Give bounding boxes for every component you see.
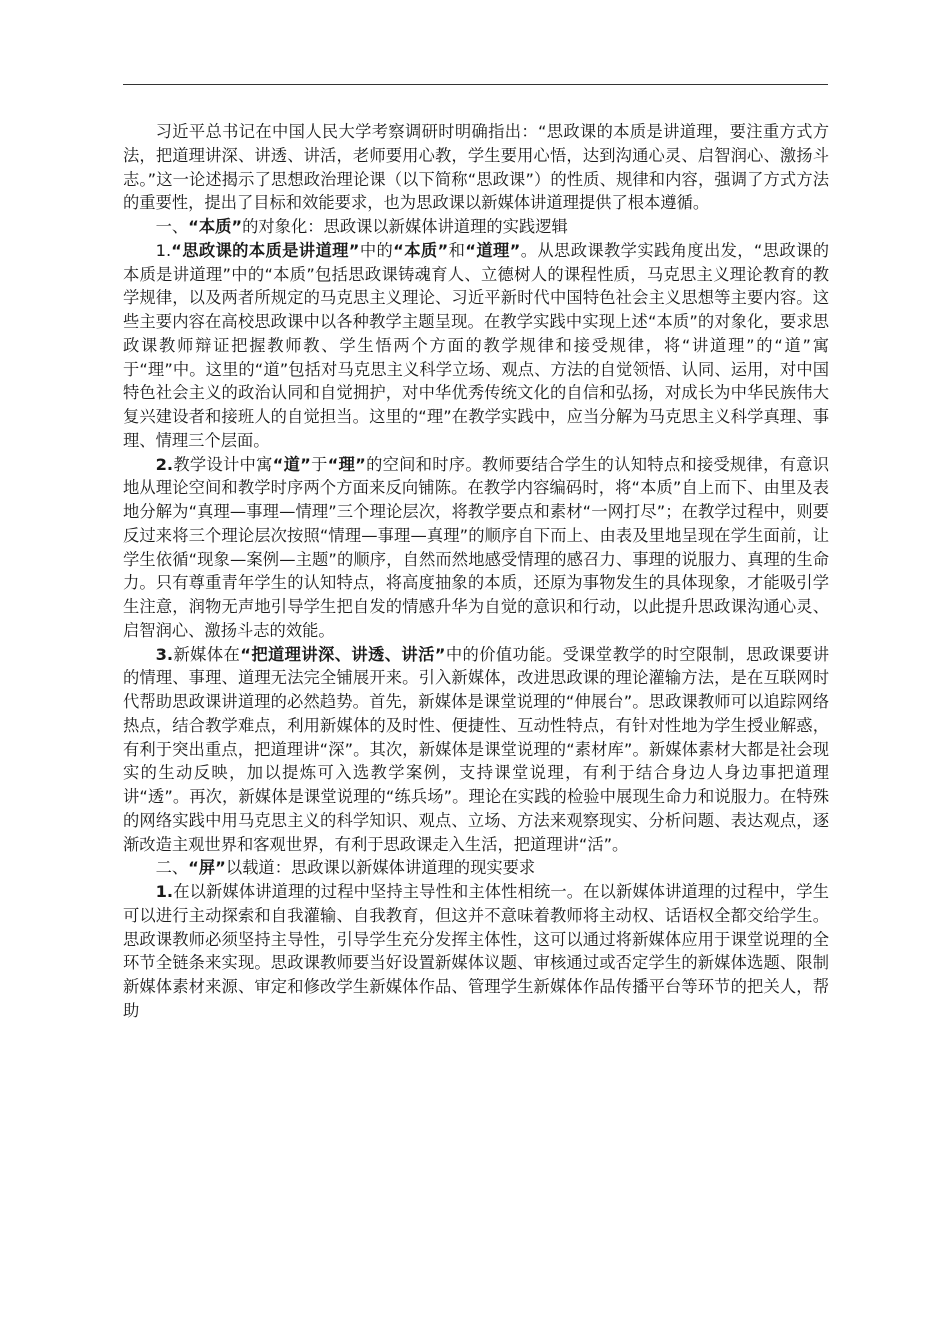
bold-run: 3.	[155, 644, 174, 664]
header-rule	[123, 84, 828, 85]
bold-run: “道理”	[465, 240, 521, 260]
text-run: 习近平总书记在中国人民大学考察调研时明确指出：“思政课的本质是讲道理，要注重方式方法，把道理讲深、讲透、讲活，老师要用心教，学生要用心悟，达到沟通心灵、启智润心、激扬斗志。”这一论述揭示了思想政治理论课（以下简称“思政课”）的性质、规律和内容，强调了方式方法的重要性，提出了目标和效能要求，也为思政课以新媒体讲道理提供了根本遵循。	[123, 122, 829, 213]
text-run: 的空间和时序。教师要结合学生的认知特点和接受规律，有意识地从理论空间和教学时序两个方面来反向铺陈。在教学内容编码时，将“本质”自上而下、由里及表地分解为“真理—事理—情理”三个理论层次，将教学要点和素材“一网打尽”；在教学过程中，则要反过来将三个理论层次按照“情理—事理—真理”的顺序自下而上、由表及里地呈现在学生面前，让学生依循“现象—案例—主题”的顺序，自然而然地感受情理的感召力、事理的说服力、真理的生命力。只有尊重青年学生的认知特点，将高度抽象的本质，还原为事物发生的具体现象，才能吸引学生注意，润物无声地引导学生把自发的情感升华为自觉的意识和行动，以此提升思政课沟通心灵、启智润心、激扬斗志的效能。	[123, 454, 829, 640]
paragraph-intro	[123, 120, 829, 215]
bold-run: “屏”	[188, 858, 226, 878]
text-run: 和	[448, 240, 466, 260]
text-run: 。从思政课教学实践角度出发，“思政课的本质是讲道理”中的“本质”包括思政课铸魂育人、立德树人的课程性质，马克思主义理论教育的教学规律，以及两者所规定的马克思主义理论、习近平新时代中国特色社会主义思想等主要内容。这些主要内容在高校思政课中以各种教学主题呈现。在教学实践中实现上述“本质”的对象化，要求思政课教师辩证把握教师教、学生悟两个方面的教学规律和接受规律，将“讲道理”的“道”寓于“理”中。这里的“道”包括对马克思主义科学立场、观点、方法的自觉领悟、认同、运用，对中国特色社会主义的政治认同和自觉拥护，对中华优秀传统文化的自信和弘扬，对成长为中华民族伟大复兴建设者和接班人的自觉担当。这里的“理”在教学实践中，应当分解为马克思主义科学真理、事理、情理三个层面。	[123, 240, 829, 450]
heading-section-2	[123, 856, 829, 880]
bold-run: 1.	[155, 882, 174, 901]
text-run: 二、	[155, 858, 189, 878]
text-run: 于	[310, 454, 328, 474]
bold-run: “本质”	[393, 240, 449, 260]
heading-section-1	[123, 215, 829, 239]
bold-run: “道”	[272, 454, 311, 474]
bold-run: 2.	[155, 454, 174, 474]
paragraph-1-2	[123, 453, 829, 643]
text-run: 教学设计中寓	[173, 454, 273, 474]
text-run: 中的	[359, 240, 394, 260]
text-run: 1.	[155, 240, 172, 260]
text-run: 中的价值功能。受课堂教学的时空限制，思政课要讲的情理、事理、道理无法完全铺展开来。引入新媒体，改进思政课的理论灌输方法，是在互联网时代帮助思政课讲道理的必然趋势。首先，新媒体是课堂说理的“伸展台”。思政课教师可以追踪网络热点，结合教学难点，利用新媒体的及时性、便捷性、互动性特点，有针对性地为学生授业解惑，有利于突出重点，把道理讲“深”。其次，新媒体是课堂说理的“素材库”。新媒体素材大都是社会现实的生动反映，加以提炼可入选教学案例，支持课堂说理，有利于结合身边人身边事把道理讲“透”。再次，新媒体是课堂说理的“练兵场”。理论在实践的检验中展现生命力和说服力。在特殊的网络实践中用马克思主义的科学知识、观点、立场、方法来观察现实、分析问题、表达观点，逐渐改造主观世界和客观世界，有利于思政课走入生活，把道理讲“活”。	[123, 644, 829, 854]
bold-run: “思政课的本质是讲道理”	[171, 240, 360, 260]
paragraph-1-1	[123, 239, 829, 453]
bold-run: “理”	[327, 454, 366, 474]
article-body	[123, 120, 829, 1023]
text-run: 在以新媒体讲道理的过程中坚持主导性和主体性相统一。在以新媒体讲道理的过程中，学生可以进行主动探索和自我灌输、自我教育，但这并不意味着教师将主动权、话语权全都交给学生。思政课教师必须坚持主导性，引导学生充分发挥主体性，这可以通过将新媒体应用于课堂说理的全环节全链条来实现。思政课教师要当好设置新媒体议题、审核通过或否定学生的新媒体选题、限制新媒体素材来源、审定和修改学生新媒体作品、管理学生新媒体作品传播平台等环节的把关人，帮助	[123, 882, 829, 1020]
bold-run: “把道理讲深、讲透、讲活”	[240, 644, 446, 664]
paragraph-2-1	[123, 880, 829, 1023]
text-run: 新媒体在	[173, 644, 241, 664]
bold-run: “本质”	[188, 217, 243, 236]
text-run: 以载道：思政课以新媒体讲道理的现实要求	[225, 858, 536, 878]
paragraph-1-3	[123, 643, 829, 857]
text-run: 的对象化：思政课以新媒体讲道理的实践逻辑	[242, 217, 568, 236]
text-run: 一、	[155, 217, 189, 236]
